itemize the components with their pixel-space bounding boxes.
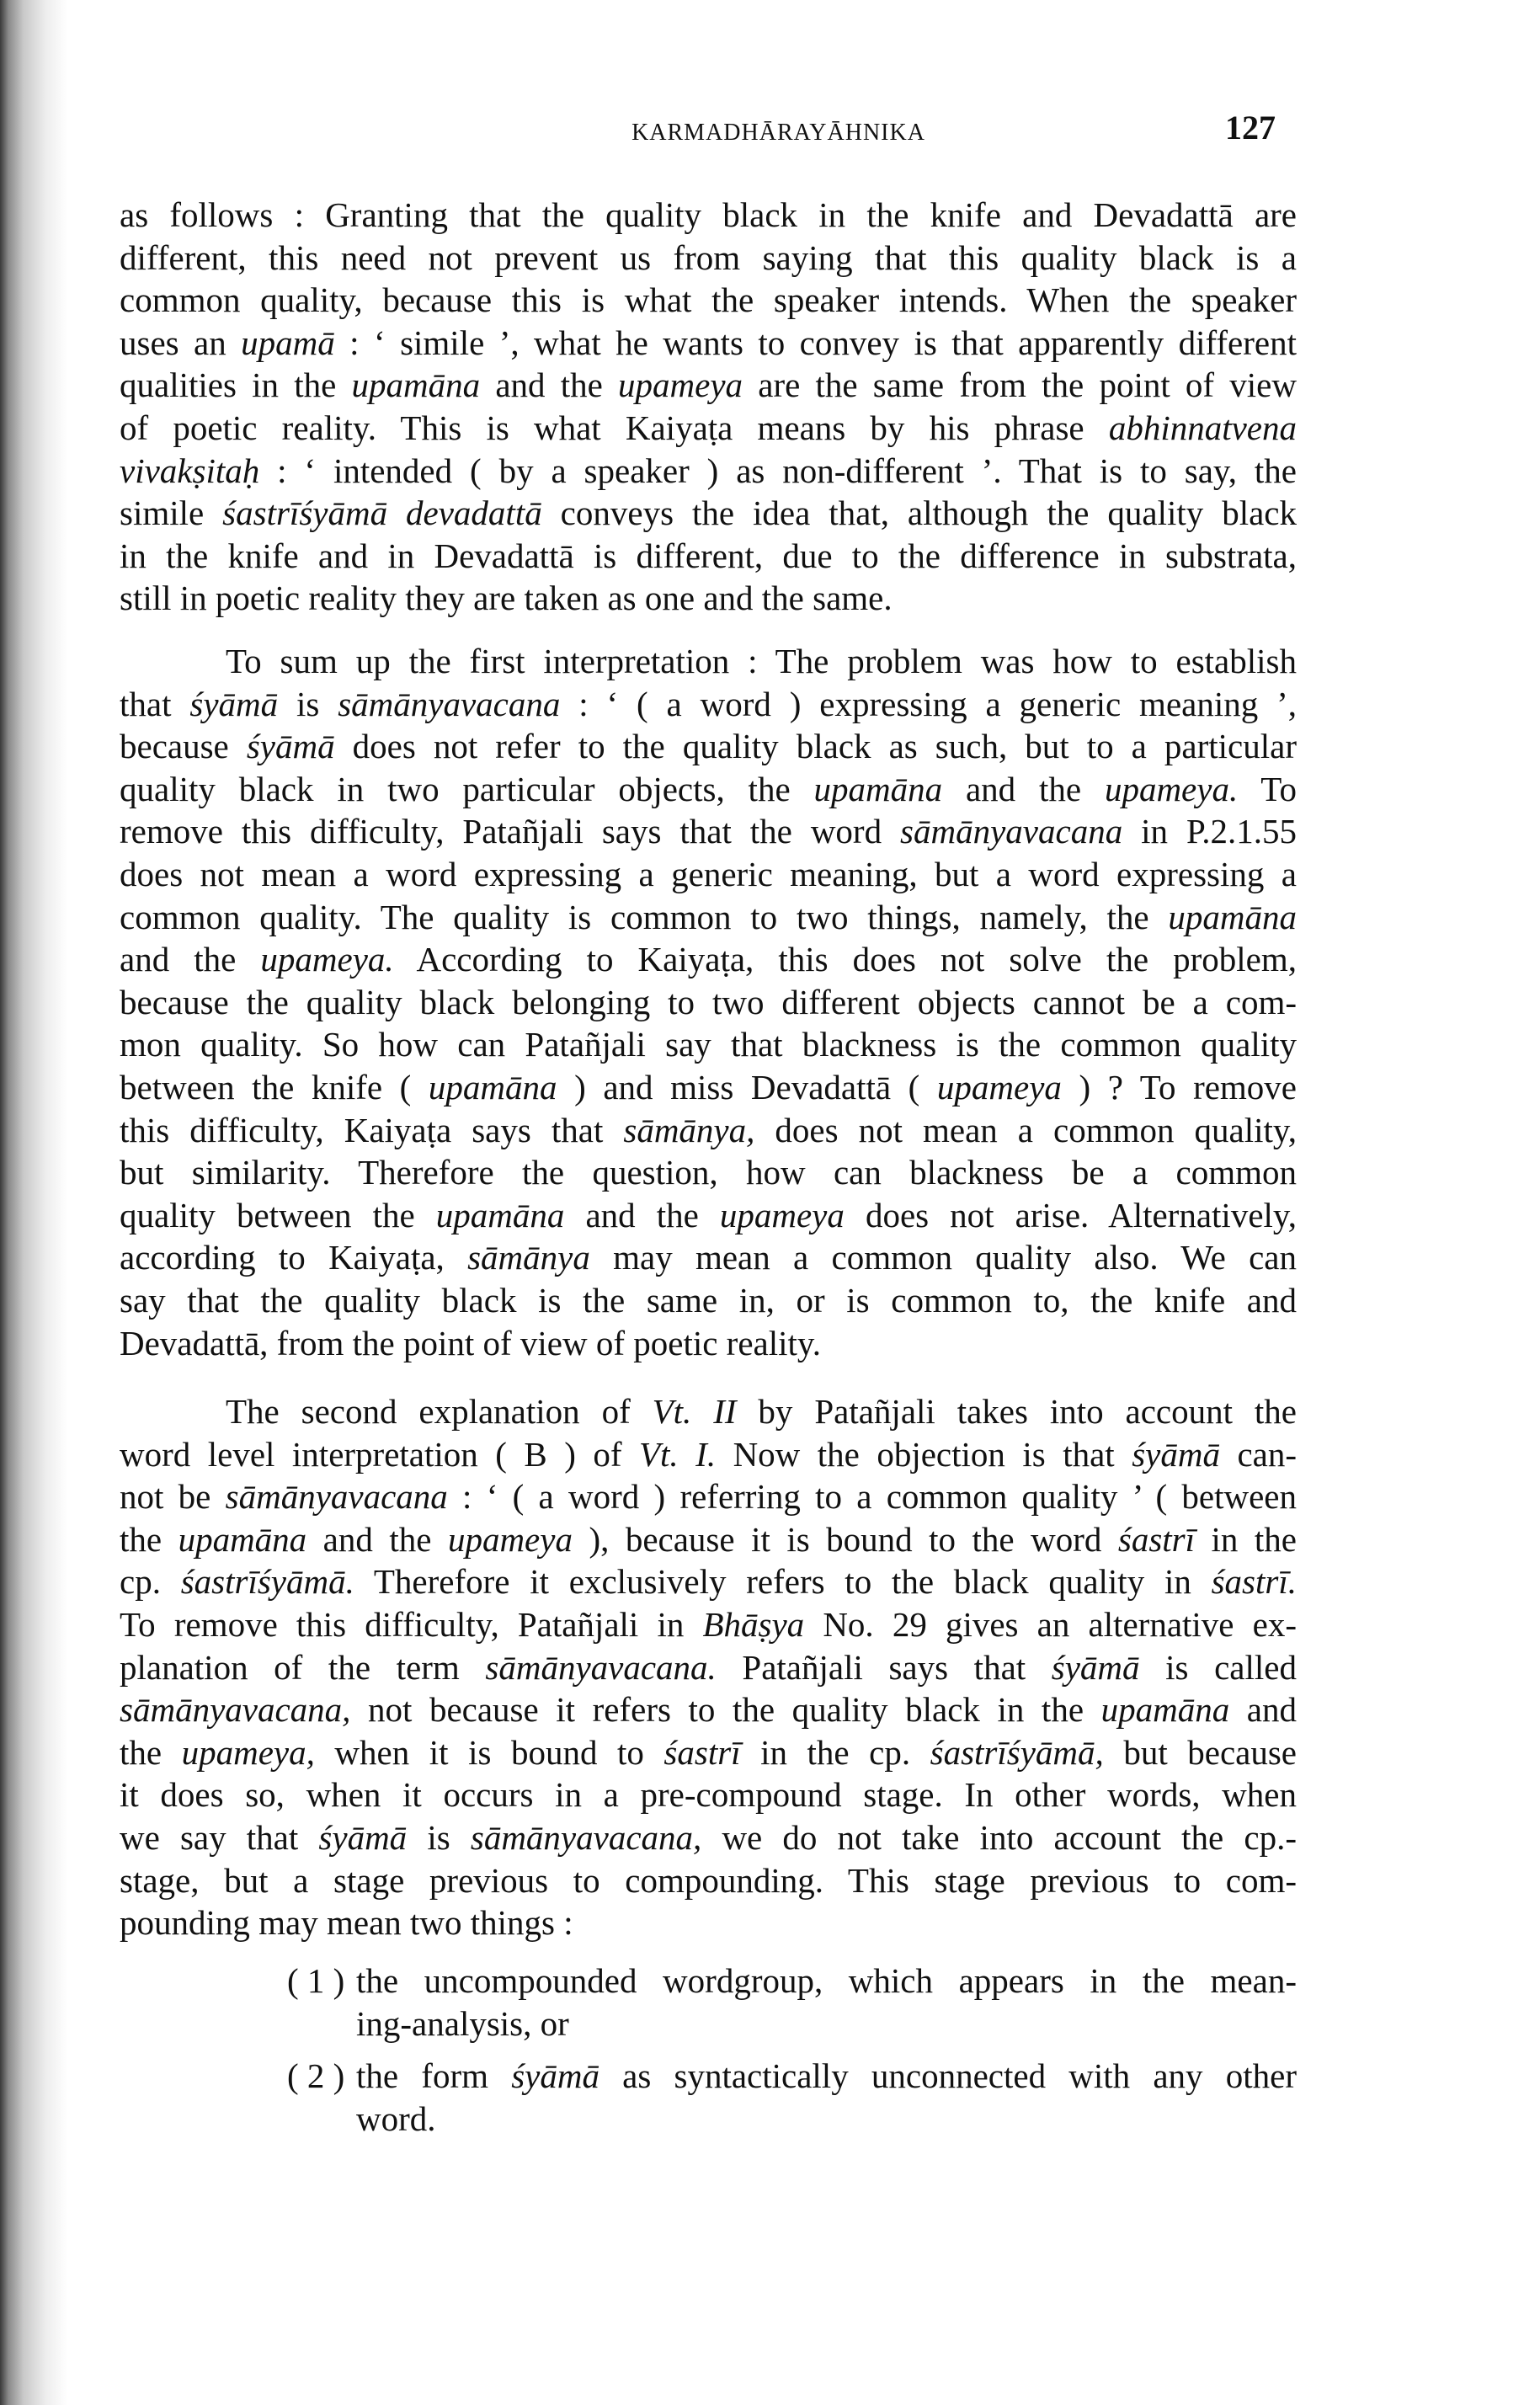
text-line — [120, 810, 1297, 853]
italic-term: Bhāṣya — [702, 1604, 805, 1644]
text-segment: uses an — [120, 323, 242, 362]
text-line — [120, 938, 1297, 981]
text-segment: not be — [120, 1477, 226, 1517]
text-line — [120, 450, 1297, 493]
text-segment: as syntactically unconnected with any other — [599, 2056, 1297, 2095]
text-segment: it does so, when it occurs in a pre-compound stage. In other words, when — [120, 1775, 1297, 1815]
text-line — [120, 1433, 1297, 1476]
text-segment: quality between the — [120, 1195, 436, 1234]
text-segment: does not refer to the quality black as such, but to a particular — [334, 727, 1297, 766]
text-segment: and the — [942, 769, 1105, 808]
text-segment: we say that — [120, 1817, 319, 1857]
text-segment: ) and miss Devadattā ( — [557, 1067, 937, 1107]
text-line — [120, 1194, 1297, 1237]
text-line — [120, 1646, 1297, 1689]
italic-term: śyāmā — [318, 1817, 408, 1857]
italic-term: upameya — [936, 1067, 1062, 1107]
italic-term: śyāmā — [189, 684, 279, 723]
italic-term: upamāna — [428, 1067, 557, 1107]
text-segment: and — [1229, 1690, 1297, 1730]
text-segment: qualities in the — [120, 365, 352, 405]
text-line — [120, 853, 1297, 896]
text-segment: because — [120, 727, 247, 766]
text-segment: ) ? To remove — [1061, 1067, 1298, 1107]
italic-term: śyāmā — [511, 2056, 599, 2095]
text-segment: : ‘ simile ’, what he wants to convey is that apparently different — [334, 323, 1297, 362]
text-segment: but similarity. Therefore the question, how can blackness be a common — [120, 1153, 1297, 1192]
text-segment: According to Kaiyaṭa, this does not solve the problem, — [393, 940, 1297, 979]
text-segment: because the quality black belonging to two different objects cannot be a com- — [120, 982, 1297, 1021]
text-line — [356, 2055, 1297, 2098]
italic-term: śyāmā — [1051, 1647, 1140, 1687]
text-segment: in the — [1195, 1519, 1297, 1559]
italic-term: upamāna — [813, 769, 943, 808]
italic-term: upamā — [241, 323, 335, 362]
text-line — [120, 577, 1297, 620]
text-segment: ), because it is bound to the word — [572, 1519, 1118, 1559]
text-line — [120, 1773, 1297, 1816]
text-segment: pounding may mean two things : — [120, 1903, 573, 1943]
text-segment: conveys the idea that, although the quality black — [541, 493, 1298, 533]
text-line — [120, 279, 1297, 322]
text-segment: word. — [356, 2098, 436, 2138]
italic-term: upameya. — [1104, 769, 1239, 808]
italic-term: śastrīśyāmā, — [930, 1732, 1104, 1772]
text-line — [120, 364, 1297, 407]
text-line — [120, 725, 1297, 768]
italic-term: upamāna — [1100, 1690, 1230, 1730]
text-segment: may mean a common quality also. We can — [589, 1238, 1297, 1277]
italic-term: śastrī. — [1211, 1562, 1297, 1602]
paragraph-2 — [120, 640, 1297, 1364]
italic-term: śyāmā — [1132, 1434, 1220, 1474]
text-segment: To remove this difficulty, Patañjali in — [120, 1604, 703, 1644]
text-segment: as follows : Granting that the quality black in the knife and Devadattā are — [120, 195, 1297, 234]
text-segment: cp. — [120, 1562, 181, 1602]
text-line — [356, 1960, 1297, 2002]
italic-term: vivakṣitaḥ — [120, 451, 260, 490]
list-item-number: ( 1 ) — [287, 1961, 345, 2000]
italic-term: upameya — [447, 1519, 573, 1559]
text-segment: word level interpretation ( B ) of — [120, 1434, 639, 1474]
italic-term: sāmānya, — [623, 1110, 755, 1149]
text-segment: does not mean a common quality, — [754, 1110, 1297, 1149]
text-line — [120, 535, 1297, 578]
text-line — [120, 1560, 1297, 1603]
text-segment: the — [120, 1519, 179, 1559]
text-segment: To — [1238, 769, 1297, 808]
text-segment: different, this need not prevent us from saying that this quality black is a — [120, 237, 1297, 277]
text-line — [120, 1475, 1297, 1518]
italic-term: upamāna — [178, 1519, 307, 1559]
text-segment: and the — [480, 365, 619, 405]
italic-term: sāmānyavacana — [338, 684, 561, 723]
text-line — [120, 1390, 1297, 1433]
text-segment: the uncompounded wordgroup, which appears in the mean- — [356, 1961, 1297, 2000]
text-line — [120, 1066, 1297, 1109]
text-segment: The second explanation of — [226, 1392, 653, 1431]
text-segment: is — [407, 1817, 471, 1857]
running-header: KARMADHĀRAYĀHNIKA — [631, 120, 925, 146]
text-line — [120, 1688, 1297, 1731]
text-segment: the — [120, 1732, 182, 1772]
italic-term: upameya — [719, 1195, 845, 1234]
italic-term: upameya, — [181, 1732, 315, 1772]
text-segment: : ‘ ( a word ) expressing a generic meaning ’, — [560, 684, 1297, 723]
text-segment: still in poetic reality they are taken as one and the same. — [120, 579, 893, 618]
text-segment: and the — [306, 1519, 448, 1559]
text-line — [120, 1901, 1297, 1944]
italic-term: śastrīśyāmā. — [180, 1562, 354, 1602]
text-segment: No. 29 gives an alternative ex- — [804, 1604, 1297, 1644]
text-segment: in P.2.1.55 — [1122, 812, 1297, 851]
text-line — [120, 1731, 1297, 1774]
text-line — [120, 1236, 1297, 1279]
text-line — [120, 768, 1297, 811]
text-line — [120, 896, 1297, 939]
text-segment: say that the quality black is the same in, or is common to, the knife and — [120, 1280, 1297, 1320]
text-line — [120, 492, 1297, 535]
text-segment: common quality. The quality is common to two things, namely, the — [120, 897, 1169, 936]
text-segment: according to Kaiyaṭa, — [120, 1238, 468, 1277]
italic-term: śastrīśyāmā devadattā — [222, 493, 542, 533]
text-segment: that — [120, 684, 190, 723]
italic-term: sāmānya — [467, 1238, 590, 1277]
italic-term: śastrī — [663, 1732, 741, 1772]
text-segment: when it is bound to — [314, 1732, 664, 1772]
list-item-body — [356, 1960, 1297, 2045]
text-line — [120, 683, 1297, 726]
text-line — [120, 1279, 1297, 1322]
text-line — [120, 640, 1297, 683]
italic-term: upameya — [618, 365, 743, 405]
text-segment: and the — [564, 1195, 720, 1234]
italic-term: upameya. — [260, 940, 394, 979]
text-segment: Patañjali says that — [716, 1647, 1052, 1687]
text-segment: by Patañjali takes into account the — [736, 1392, 1298, 1431]
text-segment: are the same from the point of view — [743, 365, 1297, 405]
text-segment: Therefore it exclusively refers to the black quality in — [354, 1562, 1212, 1602]
text-segment: is — [278, 684, 338, 723]
text-segment: ing-analysis, or — [356, 2003, 569, 2043]
text-segment: the form — [356, 2056, 512, 2095]
italic-term: Vt. I. — [639, 1434, 717, 1474]
scan-edge-shadow — [0, 0, 67, 2405]
text-line — [120, 981, 1297, 1024]
text-segment: : ‘ intended ( by a speaker ) as non-different ’. That is to say, the — [259, 451, 1297, 490]
italic-term: sāmānyavacana — [225, 1477, 448, 1517]
page-number: 127 — [1225, 109, 1276, 147]
text-segment: To sum up the first interpretation : The problem was how to establish — [226, 642, 1297, 680]
text-segment: quality black in two particular objects, the — [120, 769, 814, 808]
text-segment: this difficulty, Kaiyaṭa says that — [120, 1110, 624, 1149]
italic-term: sāmānyavacana. — [485, 1647, 717, 1687]
italic-term: śyāmā — [246, 727, 335, 766]
text-segment: does not mean a word expressing a generic meaning, but a word expressing a — [120, 854, 1297, 893]
text-line — [120, 1603, 1297, 1646]
text-line — [120, 1023, 1297, 1066]
text-segment: : ‘ ( a word ) referring to a common quality ’ ( between — [447, 1477, 1297, 1517]
text-segment: planation of the term — [120, 1647, 486, 1687]
text-line — [356, 2002, 1297, 2045]
text-line — [120, 1322, 1297, 1365]
list-item-body — [356, 2055, 1297, 2140]
italic-term: abhinnatvena — [1108, 408, 1297, 447]
italic-term: Vt. II — [652, 1392, 737, 1431]
text-line — [120, 1109, 1297, 1152]
text-line — [120, 322, 1297, 365]
text-line — [120, 194, 1297, 237]
italic-term: śastrī — [1117, 1519, 1196, 1559]
text-segment: we do not take into account the cp.- — [701, 1817, 1297, 1857]
list-item-number: ( 2 ) — [287, 2056, 345, 2095]
italic-term: sāmānyavacana — [900, 812, 1123, 851]
text-segment: in the cp. — [740, 1732, 930, 1772]
text-segment: remove this difficulty, Patañjali says that the word — [120, 812, 901, 851]
text-segment: between the knife ( — [120, 1067, 429, 1107]
text-line — [120, 1518, 1297, 1561]
italic-term: upamāna — [351, 365, 481, 405]
text-segment: of poetic reality. This is what Kaiyaṭa means by his phrase — [120, 408, 1109, 447]
text-segment: can- — [1219, 1434, 1297, 1474]
text-line — [120, 407, 1297, 450]
text-line — [356, 2098, 1297, 2141]
paragraph-1 — [120, 194, 1297, 620]
text-segment: simile — [120, 493, 223, 533]
text-line — [120, 1859, 1297, 1902]
text-segment: and the — [120, 940, 261, 979]
text-segment: does not arise. Alternatively, — [844, 1195, 1297, 1234]
italic-term: sāmānyavacana, — [470, 1817, 702, 1857]
text-line — [120, 1151, 1297, 1194]
italic-term: sāmānyavacana, — [120, 1690, 351, 1730]
text-segment: in the knife and in Devadattā is different, due to the difference in substrata, — [120, 536, 1297, 575]
paragraph-3 — [120, 1390, 1297, 1944]
text-segment: mon quality. So how can Patañjali say that blackness is the common quality — [120, 1025, 1297, 1064]
text-segment: Now the objection is that — [716, 1434, 1132, 1474]
text-segment: not because it refers to the quality black in the — [350, 1690, 1101, 1730]
text-segment: common quality, because this is what the speaker intends. When the speaker — [120, 280, 1297, 320]
text-segment: stage, but a stage previous to compounding. This stage previous to com- — [120, 1860, 1297, 1900]
text-segment: is called — [1139, 1647, 1297, 1687]
text-line — [120, 1816, 1297, 1859]
text-segment: Devadattā, from the point of view of poetic reality. — [120, 1323, 821, 1362]
text-segment: but because — [1103, 1732, 1297, 1772]
italic-term: upamāna — [435, 1195, 565, 1234]
text-line — [120, 237, 1297, 280]
italic-term: upamāna — [1168, 897, 1297, 936]
